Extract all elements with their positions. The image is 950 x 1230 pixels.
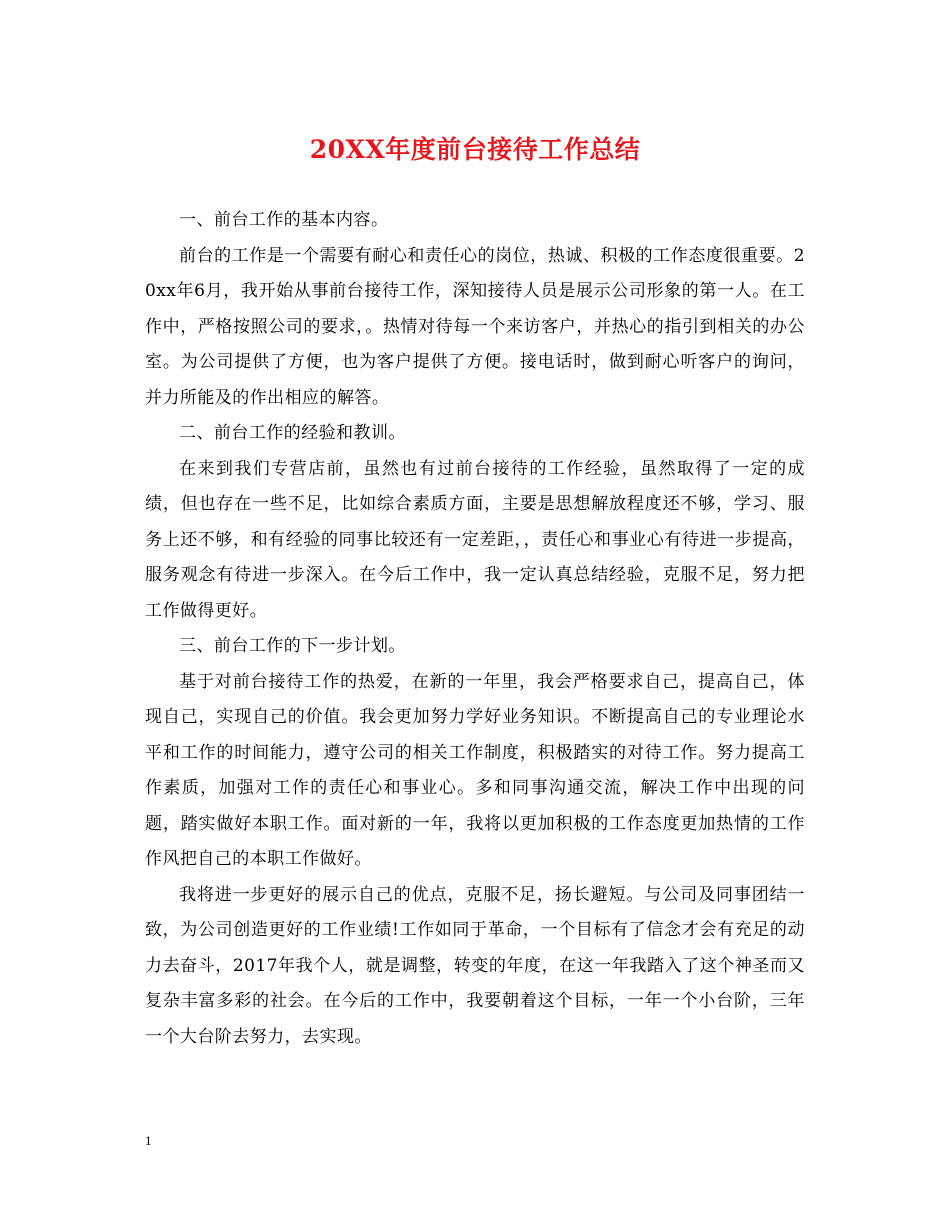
- page-number: 1: [145, 1133, 152, 1148]
- section-heading-1: 一、前台工作的基本内容。: [179, 210, 389, 230]
- section-heading-3: 三、前台工作的下一步计划。: [179, 636, 406, 656]
- paragraph-2: 在来到我们专营店前，虽然也有过前台接待的工作经验，虽然取得了一定的成绩，但也存在一些不足，比如综合素质方面，主要是思想解放程度还不够，学习、服务上还不够，和有经验的同事比较还有一定差距，，责任心和事业心有待进一步提高，服务观念有待进一步深入。在今后工作中，我一定认真总结经验，克服不足，努力把工作做得更好。: [145, 458, 805, 621]
- paragraph-3: 基于对前台接待工作的热爱，在新的一年里，我会严格要求自己，提高自己，体现自己，实现自己的价值。我会更加努力学好业务知识。不断提高自己的专业理论水平和工作的时间能力，遵守公司的相关工作制度，积极踏实的对待工作。努力提高工作素质，加强对工作的责任心和事业心。多和同事沟通交流，解决工作中出现的问题，踏实做好本职工作。面对新的一年，我将以更加积极的工作态度更加热情的工作作风把自己的本职工作做好。: [145, 671, 805, 869]
- section-heading-2: 二、前台工作的经验和教训。: [179, 423, 406, 443]
- document-body: [145, 203, 805, 1055]
- paragraph-1: 前台的工作是一个需要有耐心和责任心的岗位，热诚、积极的工作态度很重要。20xx年6月，我开始从事前台接待工作，深知接待人员是展示公司形象的第一人。在工作中，严格按照公司的要求，。热情对待每一个来访客户，并热心的指引到相关的办公室。为公司提供了方便，也为客户提供了方便。接电话时，做到耐心听客户的询问，并力所能及的作出相应的解答。: [145, 245, 805, 408]
- document-title: 20XX年度前台接待工作总结: [309, 135, 641, 164]
- paragraph-4: 我将进一步更好的展示自己的优点，克服不足，扬长避短。与公司及同事团结一致，为公司创造更好的工作业绩!工作如同于革命，一个目标有了信念才会有充足的动力去奋斗，2017年我个人，就是调整，转变的年度，在这一年我踏入了这个神圣而又复杂丰富多彩的社会。在今后的工作中，我要朝着这个目标，一年一个小台阶，三年一个大台阶去努力，去实现。: [145, 884, 805, 1047]
